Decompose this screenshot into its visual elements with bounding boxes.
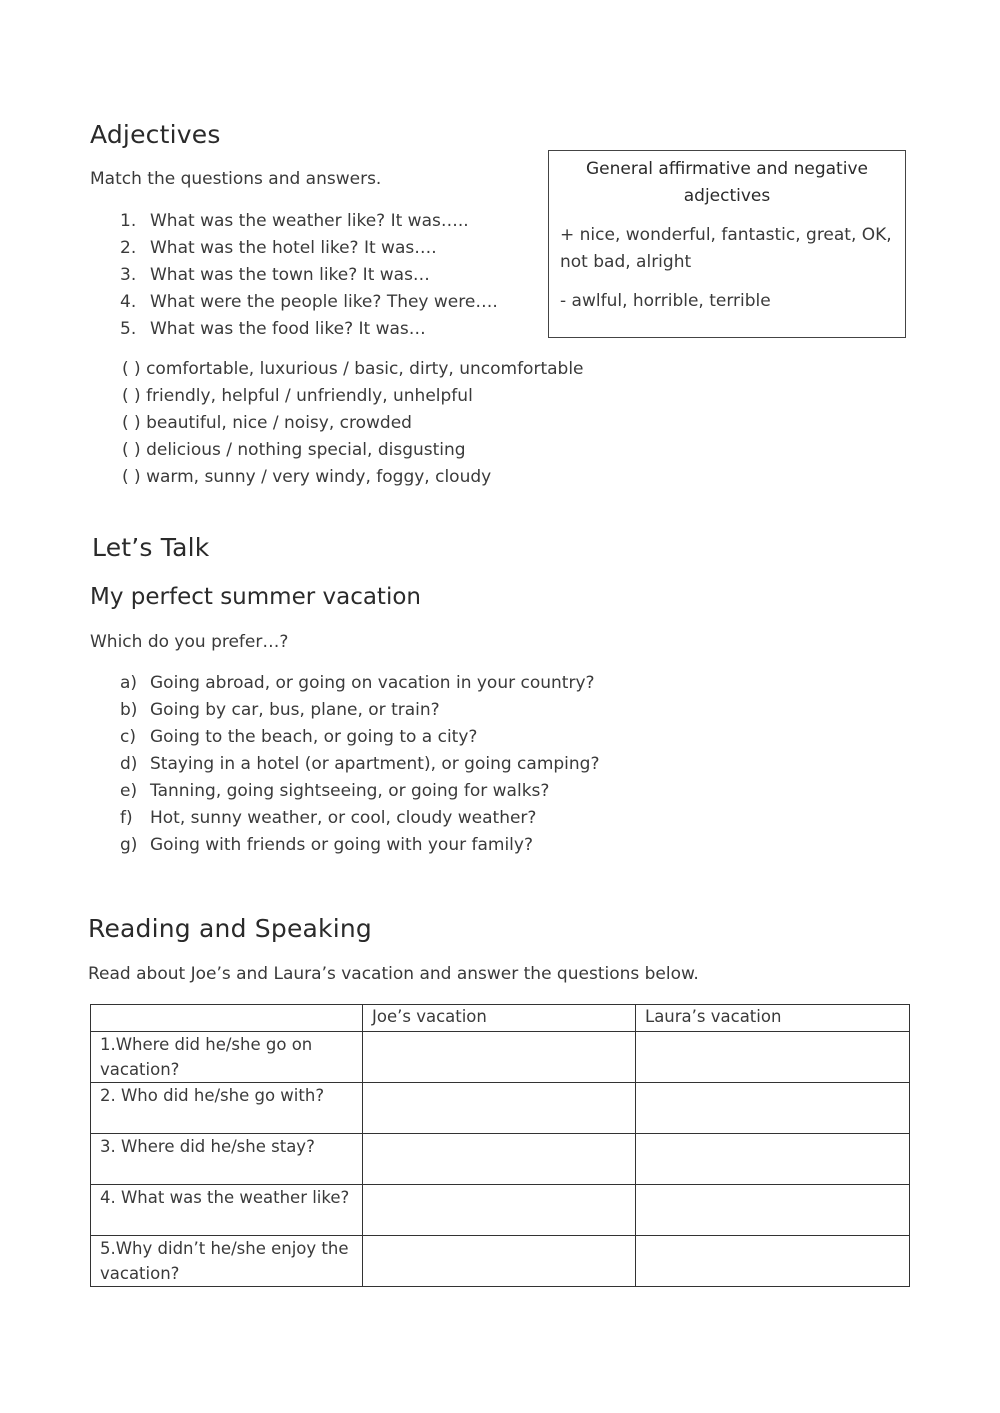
table-header-row	[91, 1005, 910, 1032]
answer-cell-joe[interactable]	[363, 1185, 636, 1236]
answer-cell-joe[interactable]	[363, 1032, 636, 1083]
option-item: c) Going to the beach, or going to a city?	[120, 727, 478, 747]
answer-cell-laura[interactable]	[636, 1236, 910, 1287]
header-cell: Joe’s vacation	[363, 1005, 636, 1032]
adjectives-reference-box	[548, 150, 906, 338]
table-row	[91, 1134, 910, 1185]
answer-item: ( ) friendly, helpful / unfriendly, unhelpful	[122, 386, 473, 406]
answer-item: ( ) warm, sunny / very windy, foggy, cloudy	[122, 467, 492, 487]
answer-cell-laura[interactable]	[636, 1185, 910, 1236]
option-item: d) Staying in a hotel (or apartment), or going camping?	[120, 754, 600, 774]
option-item: a) Going abroad, or going on vacation in your country?	[120, 673, 595, 693]
question-item: 5. What was the food like? It was…	[120, 319, 426, 339]
answer-cell-laura[interactable]	[636, 1134, 910, 1185]
table-row	[91, 1236, 910, 1287]
box-title: General affirmative and negative adjectives	[586, 159, 868, 206]
question-cell: 1.Where did he/she go on vacation?	[91, 1032, 363, 1083]
answer-list	[122, 356, 584, 491]
question-item: 1. What was the weather like? It was…..	[120, 211, 469, 231]
lets-talk-heading: Let’s Talk	[92, 533, 210, 562]
table-row	[91, 1083, 910, 1134]
answer-item: ( ) comfortable, luxurious / basic, dirty, uncomfortable	[122, 359, 584, 379]
question-cell: 5.Why didn’t he/she enjoy the vacation?	[91, 1236, 363, 1287]
question-item: 2. What was the hotel like? It was….	[120, 238, 437, 258]
table-row	[91, 1185, 910, 1236]
reading-speaking-heading: Reading and Speaking	[88, 914, 372, 943]
question-cell: 2. Who did he/she go with?	[91, 1083, 363, 1134]
option-item: g) Going with friends or going with your family?	[120, 835, 533, 855]
answer-cell-laura[interactable]	[636, 1083, 910, 1134]
vacation-subheading: My perfect summer vacation	[90, 584, 421, 610]
question-item: 4. What were the people like? They were….	[120, 292, 498, 312]
answer-item: ( ) beautiful, nice / noisy, crowded	[122, 413, 412, 433]
answer-item: ( ) delicious / nothing special, disgusting	[122, 440, 466, 460]
header-cell	[91, 1005, 363, 1032]
answer-cell-joe[interactable]	[363, 1083, 636, 1134]
positive-adjectives: + nice, wonderful, fantastic, great, OK, not bad, alright	[560, 225, 892, 272]
question-cell: 4. What was the weather like?	[91, 1185, 363, 1236]
option-item: f) Hot, sunny weather, or cool, cloudy weather?	[120, 808, 537, 828]
adjectives-instruction: Match the questions and answers.	[90, 169, 382, 189]
preference-options	[120, 670, 600, 859]
table-row	[91, 1032, 910, 1083]
vacation-table	[90, 1004, 910, 1287]
adjectives-heading: Adjectives	[90, 120, 221, 149]
question-list	[120, 208, 498, 343]
reading-instruction: Read about Joe’s and Laura’s vacation and answer the questions below.	[88, 964, 699, 984]
question-cell: 3. Where did he/she stay?	[91, 1134, 363, 1185]
negative-adjectives: - awlful, horrible, terrible	[560, 291, 771, 311]
header-cell: Laura’s vacation	[636, 1005, 910, 1032]
option-item: e) Tanning, going sightseeing, or going for walks?	[120, 781, 550, 801]
answer-cell-joe[interactable]	[363, 1236, 636, 1287]
answer-cell-joe[interactable]	[363, 1134, 636, 1185]
preference-prompt: Which do you prefer…?	[90, 632, 289, 652]
answer-cell-laura[interactable]	[636, 1032, 910, 1083]
option-item: b) Going by car, bus, plane, or train?	[120, 700, 440, 720]
question-item: 3. What was the town like? It was…	[120, 265, 430, 285]
